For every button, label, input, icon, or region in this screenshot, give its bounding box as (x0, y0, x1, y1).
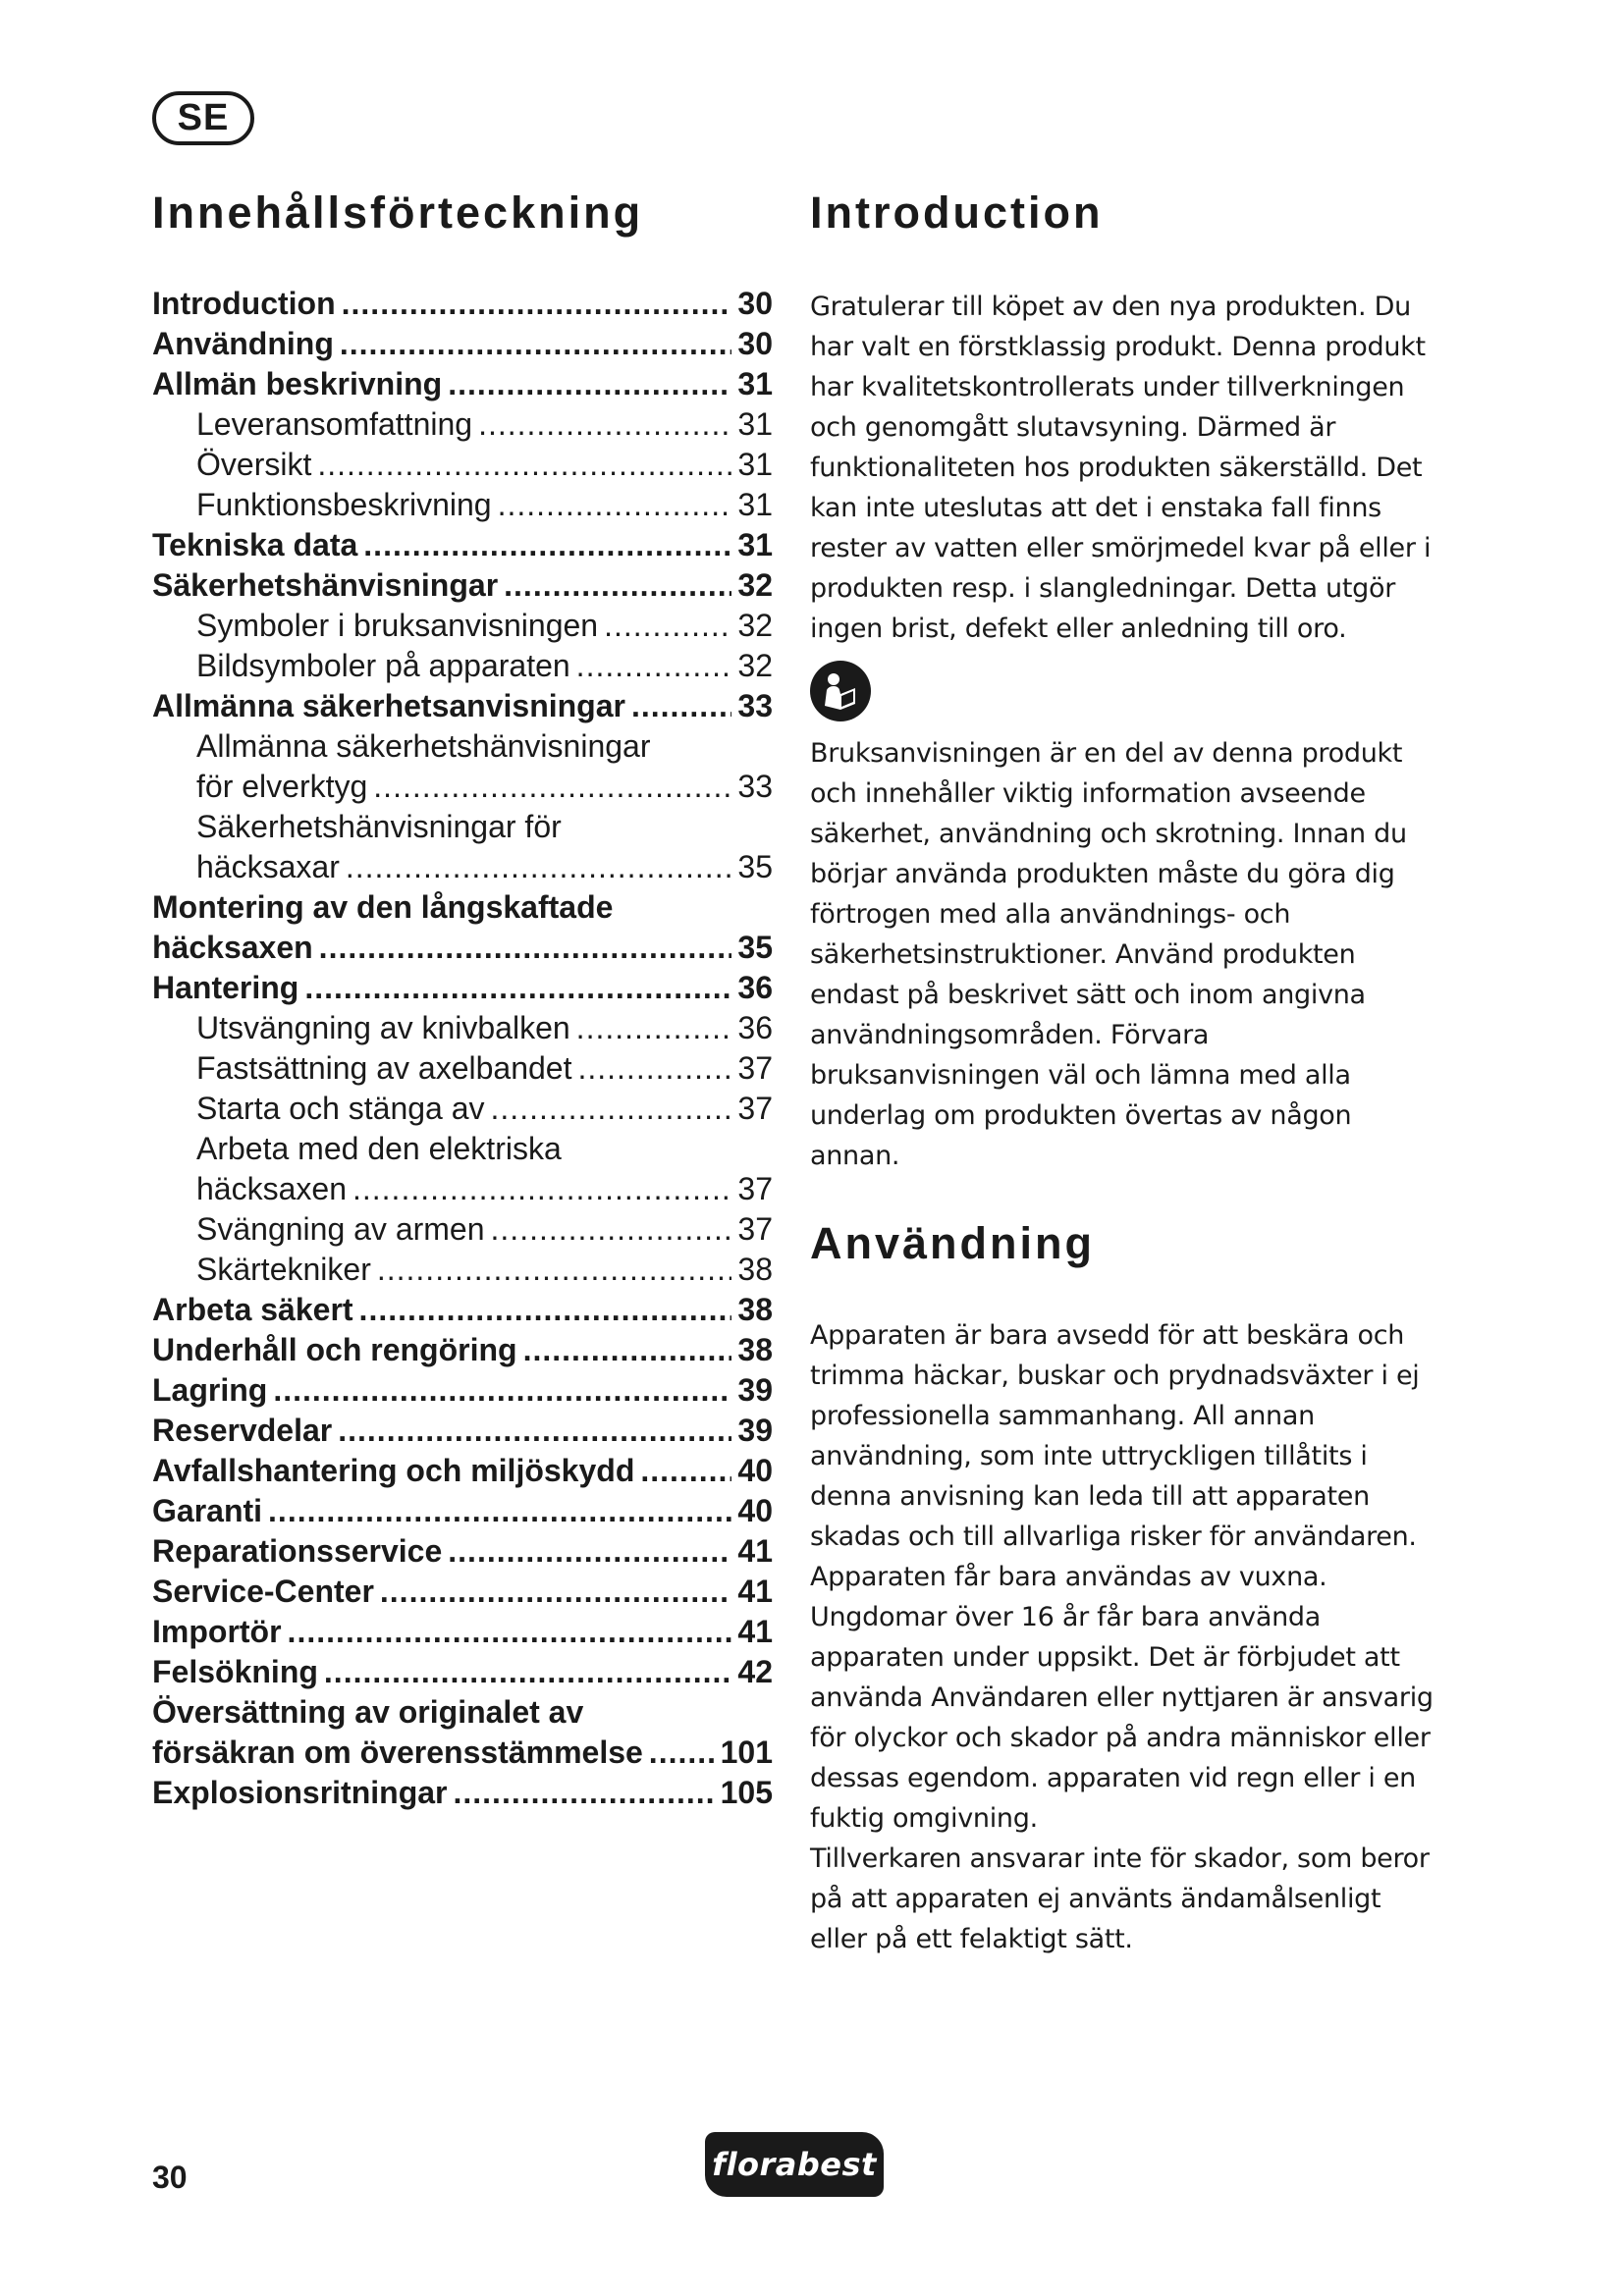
toc-leader-dots (453, 1773, 714, 1813)
toc-entry-label: Översättning av originalet av (152, 1694, 584, 1730)
toc-leader-dots (631, 686, 731, 726)
toc-entry-page: 31 (737, 366, 773, 401)
toc-leader-dots (576, 646, 732, 686)
toc-entry (152, 1008, 773, 1048)
toc-entry-label: Symboler i bruksanvisningen (196, 608, 599, 643)
toc-leader-dots (273, 1370, 731, 1411)
toc-entry-page: 31 (737, 406, 773, 442)
toc-entry-label: för elverktyg (196, 769, 368, 804)
toc-entry-label: Explosionsritningar (152, 1775, 448, 1810)
toc-list (152, 284, 773, 1813)
toc-entry-page: 33 (737, 688, 773, 723)
toc-entry-page: 40 (737, 1453, 773, 1488)
toc-entry-label: Avfallshantering och miljöskydd (152, 1453, 635, 1488)
toc-entry (152, 324, 773, 364)
toc-leader-dots (448, 364, 731, 404)
toc-entry-page: 41 (737, 1574, 773, 1609)
toc-entry-label: Starta och stänga av (196, 1091, 485, 1126)
toc-entry (152, 1129, 773, 1169)
toc-entry (152, 606, 773, 646)
toc-entry-page: 30 (737, 286, 773, 321)
toc-leader-dots (491, 1089, 732, 1129)
toc-leader-dots (649, 1733, 715, 1773)
toc-entry-page: 41 (737, 1614, 773, 1649)
toc-entry (152, 887, 773, 928)
toc-entry (152, 1330, 773, 1370)
brand-logo (705, 2132, 884, 2197)
toc-entry (152, 1773, 773, 1813)
toc-entry (152, 1290, 773, 1330)
toc-entry-label: Bildsymboler på apparaten (196, 648, 570, 683)
toc-entry-page: 37 (737, 1050, 773, 1086)
toc-entry-label: häcksaxen (152, 930, 313, 965)
toc-entry-label: Tekniska data (152, 527, 358, 562)
introduction-title: Introduction (810, 187, 1104, 238)
read-manual-icon (810, 661, 871, 721)
toc-entry-page: 37 (737, 1171, 773, 1206)
toc-entry-page: 40 (737, 1493, 773, 1528)
toc-leader-dots (363, 525, 731, 565)
toc-entry (152, 1411, 773, 1451)
toc-entry (152, 364, 773, 404)
toc-entry (152, 1652, 773, 1692)
toc-entry-label: Introduction (152, 286, 336, 321)
toc-leader-dots (504, 565, 731, 606)
brand-name: florabest (712, 2146, 877, 2183)
toc-leader-dots (373, 767, 731, 807)
toc-leader-dots (498, 485, 732, 525)
toc-leader-dots (324, 1652, 732, 1692)
usage-paragraph-2: Apparaten får bara användas av vuxna. Ungdomar över 16 år får bara använda apparaten under uppsikt. Det är förbjudet att använda Användaren eller nyttjaren är ansvarig för olyckor och skador på andra människor eller dessas egendom. apparaten vid regn eller i en fuktig omgivning. (810, 1562, 1434, 1834)
toc-leader-dots (268, 1491, 731, 1531)
toc-entry-label: Reservdelar (152, 1413, 333, 1448)
toc-entry-page: 38 (737, 1332, 773, 1367)
toc-entry-page: 30 (737, 326, 773, 361)
toc-entry (152, 928, 773, 968)
toc-entry-label: Skärtekniker (196, 1252, 371, 1287)
toc-entry (152, 767, 773, 807)
toc-entry-label: Arbeta med den elektriska (196, 1131, 562, 1166)
toc-entry (152, 525, 773, 565)
toc-entry-label: Importör (152, 1614, 282, 1649)
toc-entry-page: 39 (737, 1413, 773, 1448)
toc-entry-label: Garanti (152, 1493, 263, 1528)
introduction-manual-paragraph: Bruksanvisningen är en del av denna produkt och innehåller viktig information avseende säkerhet, användning och skrotning. Innan du börjar använda produkten måste du göra dig förtrogen med alla användnings- och säkerhetsinstruktioner. Använd produkten endast på beskrivet sätt och inom angivna användningsområden. Förvara bruksanvisningen väl och lämna med alla underlag om produkten övertas av någon annan. (810, 738, 1407, 1171)
toc-leader-dots (338, 1411, 731, 1451)
toc-entry (152, 1048, 773, 1089)
toc-entry (152, 1531, 773, 1572)
page-number: 30 (152, 2160, 188, 2195)
toc-entry-label: Funktionsbeskrivning (196, 487, 492, 522)
toc-entry-label: Svängning av armen (196, 1211, 485, 1247)
toc-entry-label: Utsvängning av knivbalken (196, 1010, 570, 1045)
toc-entry-page: 42 (737, 1654, 773, 1689)
toc-entry-label: Arbeta säkert (152, 1292, 353, 1327)
toc-leader-dots (288, 1612, 732, 1652)
toc-entry (152, 1572, 773, 1612)
toc-leader-dots (478, 404, 731, 445)
toc-leader-dots (342, 284, 732, 324)
toc-entry (152, 1250, 773, 1290)
content-column (810, 187, 1438, 1959)
toc-leader-dots (640, 1451, 731, 1491)
toc-entry-page: 35 (737, 849, 773, 884)
toc-entry-page: 31 (737, 527, 773, 562)
toc-entry-label: Hantering (152, 970, 299, 1005)
toc-entry-label: Säkerhetshänvisningar (152, 567, 499, 603)
toc-entry-page: 31 (737, 447, 773, 482)
toc-entry-page: 36 (737, 970, 773, 1005)
toc-entry-page: 38 (737, 1292, 773, 1327)
toc-leader-dots (448, 1531, 731, 1572)
toc-entry-label: Reparationsservice (152, 1533, 443, 1569)
toc-leader-dots (491, 1209, 732, 1250)
toc-entry-label: Montering av den långskaftade (152, 889, 614, 925)
toc-leader-dots (317, 445, 731, 485)
toc-entry-label: Underhåll och rengöring (152, 1332, 517, 1367)
toc-entry-page: 36 (737, 1010, 773, 1045)
introduction-paragraph: Gratulerar till köpet av den nya produkten. Du har valt en förstklassig produkt. Denna produkt har kvalitetskontrollerats under tillverkningen och genomgått slutavsyning. Därmed är funktionaliteten hos produkten säkerställd. Det kan inte uteslutas att det i enstaka fall finns rester av vatten eller smörjmedel kvar på eller i produkten resp. i slangledningar. Detta utgör ingen brist, defekt eller anledning till oro. (810, 292, 1432, 644)
toc-entry-label: Allmän beskrivning (152, 366, 443, 401)
toc-leader-dots (604, 606, 731, 646)
toc-entry (152, 1209, 773, 1250)
toc-entry-label: Allmänna säkerhetshänvisningar (196, 728, 651, 764)
toc-entry-label: Fastsättning av axelbandet (196, 1050, 572, 1086)
toc-entry-page: 35 (737, 930, 773, 965)
toc-entry (152, 284, 773, 324)
toc-entry-label: försäkran om överensstämmelse (152, 1735, 643, 1770)
toc-leader-dots (523, 1330, 732, 1370)
toc-entry-page: 37 (737, 1091, 773, 1126)
toc-entry (152, 1491, 773, 1531)
toc-entry-page: 38 (737, 1252, 773, 1287)
toc-entry-label: Säkerhetshänvisningar för (196, 809, 562, 844)
usage-paragraph-1: Apparaten är bara avsedd för att beskära och trimma häckar, buskar och prydnadsväxter i ej professionella sammanhang. All annan användning, som inte uttryckligen tillåtits i denna anvisning kan leda till att apparaten skadas och till allvarliga risker för användaren. (810, 1320, 1420, 1552)
toc-entry-label: Leveransomfattning (196, 406, 473, 442)
toc-entry (152, 1733, 773, 1773)
toc-entry-page: 32 (737, 608, 773, 643)
toc-entry (152, 404, 773, 445)
toc-entry-page: 33 (737, 769, 773, 804)
toc-entry-label: Översikt (196, 447, 312, 482)
toc-entry (152, 1169, 773, 1209)
toc-entry (152, 565, 773, 606)
toc-entry-page: 32 (737, 648, 773, 683)
toc-title: Innehållsförteckning (152, 187, 644, 238)
toc-entry (152, 807, 773, 847)
toc-entry-label: häcksaxar (196, 849, 340, 884)
toc-leader-dots (380, 1572, 732, 1612)
toc-leader-dots (577, 1048, 731, 1089)
usage-title: Användning (810, 1218, 1095, 1268)
toc-entry (152, 968, 773, 1008)
toc-entry-label: Service-Center (152, 1574, 374, 1609)
toc-entry-page: 37 (737, 1211, 773, 1247)
toc-entry-page: 32 (737, 567, 773, 603)
toc-entry (152, 1451, 773, 1491)
toc-entry-label: Felsökning (152, 1654, 318, 1689)
toc-entry-page: 39 (737, 1372, 773, 1408)
toc-entry (152, 1089, 773, 1129)
toc-entry (152, 1692, 773, 1733)
toc-entry (152, 1370, 773, 1411)
language-badge: SE (152, 91, 254, 145)
toc-entry (152, 485, 773, 525)
table-of-contents (152, 187, 773, 1813)
toc-entry-page: 105 (720, 1775, 773, 1810)
toc-leader-dots (576, 1008, 732, 1048)
toc-leader-dots (359, 1290, 732, 1330)
toc-entry-label: Allmänna säkerhetsanvisningar (152, 688, 625, 723)
toc-entry (152, 686, 773, 726)
toc-entry (152, 646, 773, 686)
toc-entry (152, 726, 773, 767)
toc-entry-label: Användning (152, 326, 334, 361)
toc-leader-dots (319, 928, 732, 968)
toc-leader-dots (352, 1169, 731, 1209)
toc-entry (152, 445, 773, 485)
toc-leader-dots (346, 847, 732, 887)
toc-entry-page: 31 (737, 487, 773, 522)
toc-entry-label: Lagring (152, 1372, 268, 1408)
toc-entry (152, 1612, 773, 1652)
toc-entry (152, 847, 773, 887)
toc-leader-dots (340, 324, 732, 364)
toc-leader-dots (304, 968, 731, 1008)
toc-leader-dots (377, 1250, 732, 1290)
usage-paragraph-3: Tillverkaren ansvarar inte för skador, som beror på att apparaten ej använts ändamålsenligt eller på ett felaktigt sätt. (810, 1843, 1430, 1954)
toc-entry-page: 101 (720, 1735, 773, 1770)
toc-entry-page: 41 (737, 1533, 773, 1569)
toc-entry-label: häcksaxen (196, 1171, 347, 1206)
